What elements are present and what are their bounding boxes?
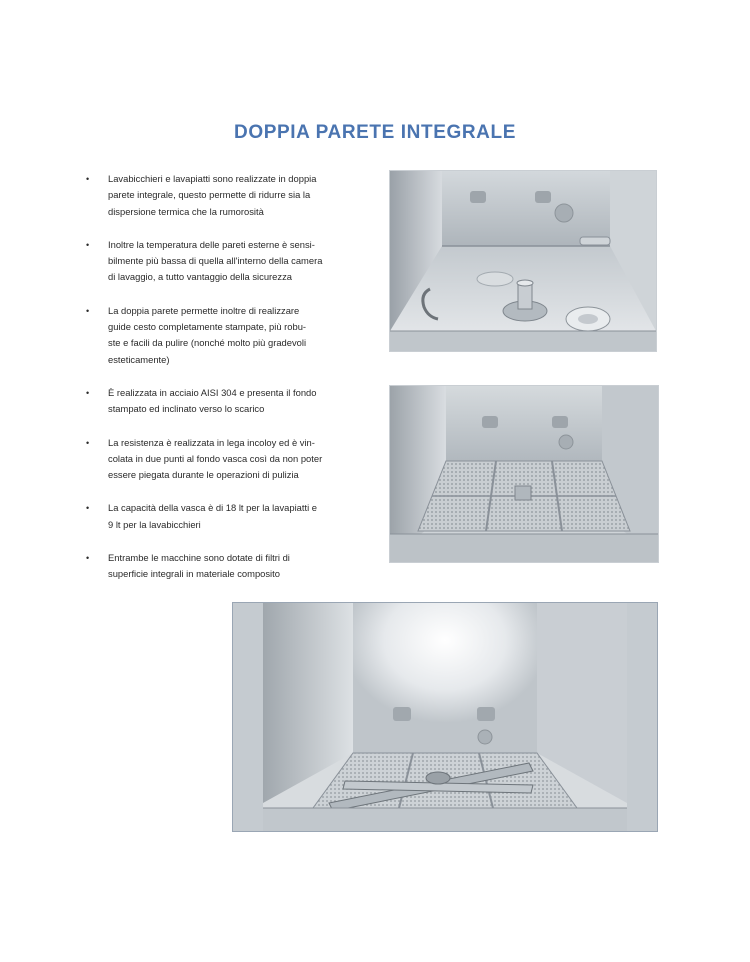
list-item (84, 171, 334, 220)
feature-line: guide cesto completamente stampate, più robu- (108, 321, 307, 333)
list-item (84, 237, 334, 286)
feature-line: ste e facili da pulire (nonché molto più gradevoli (108, 337, 307, 349)
feature-line: Inoltre la temperatura delle pareti esterne è sensi- (108, 238, 315, 250)
list-item (84, 500, 334, 533)
feature-line: colata in due punti al fondo vasca così da non poter (108, 452, 323, 464)
feature-line: La resistenza è realizzata in lega incoloy ed è vin- (108, 436, 315, 448)
feature-line: dispersione termica che la rumorosità (108, 205, 264, 217)
tank-interior-photo (389, 170, 657, 352)
feature-line: essere piegata durante le operazioni di pulizia (108, 469, 299, 481)
bullet-icon: • (86, 553, 90, 564)
list-item (84, 385, 334, 418)
feature-line: superficie integrali in materiale composito (108, 568, 280, 580)
page-title: DOPPIA PARETE INTEGRALE (234, 122, 516, 143)
bullet-icon: • (86, 305, 90, 316)
feature-line: esteticamente) (108, 353, 170, 365)
wash-chamber-photo (232, 602, 658, 832)
feature-line: bilmente più bassa di quella all'interno della camera (108, 255, 323, 267)
feature-line: di lavaggio, a tutto vantaggio della sicurezza (108, 271, 292, 283)
feature-line: stampato ed inclinato verso lo scarico (108, 403, 265, 415)
feature-line: Entrambe le macchine sono dotate di filtri di (108, 552, 290, 564)
feature-line: parete integrale, questo permette di ridurre sia la (108, 189, 311, 201)
list-item (84, 435, 334, 484)
feature-line: La capacità della vasca è di 18 lt per la lavapiatti e (108, 502, 317, 514)
wash-chamber-illustration (233, 603, 657, 831)
feature-list (84, 171, 334, 583)
tank-interior-illustration (390, 171, 656, 351)
tank-filters-photo (389, 385, 659, 563)
bullet-icon: • (86, 503, 90, 514)
feature-line: 9 lt per la lavabicchieri (108, 518, 201, 530)
feature-line: Lavabicchieri e lavapiatti sono realizzate in doppia (108, 173, 317, 184)
list-item (84, 550, 334, 583)
feature-line: È realizzata in acciaio AISI 304 e presenta il fondo (108, 386, 317, 398)
feature-line: La doppia parete permette inoltre di realizzare (108, 304, 300, 316)
bullet-icon: • (86, 387, 90, 398)
list-item (84, 303, 334, 368)
bullet-icon: • (86, 437, 90, 448)
bullet-icon: • (86, 239, 90, 250)
bullet-icon: • (86, 174, 90, 184)
tank-filters-illustration (390, 386, 658, 562)
